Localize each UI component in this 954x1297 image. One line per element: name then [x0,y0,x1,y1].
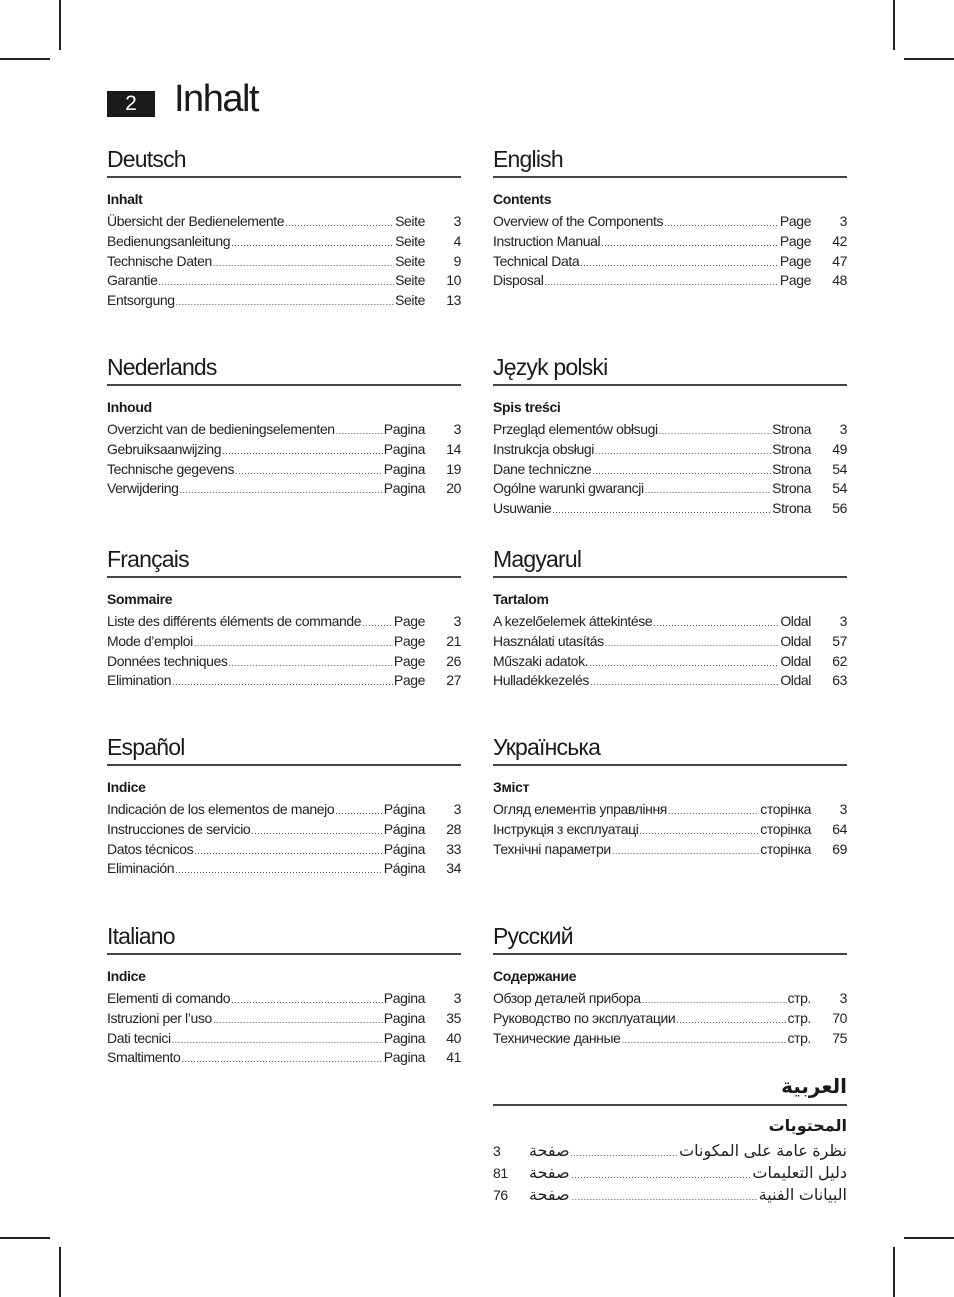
toc-entry-label: Bedienungsanleitung [107,232,231,249]
toc-entry-label: Overzicht van de bedieningselementen [107,421,335,437]
toc-entry-page: 62 [832,652,847,669]
toc-entry-unit: Strona [772,480,811,497]
crop-mark [0,58,50,60]
toc-entry-unit: стр. [787,1009,811,1026]
dot-leader [362,614,393,634]
toc-entry-page: 49 [832,440,847,457]
section-subtitle: Sommaire [107,591,173,607]
toc-entry-page: 33 [446,840,461,857]
toc-entry-unit: Seite [395,213,425,229]
dot-leader [172,1031,383,1051]
toc-entry-label: Datos técnicos [107,840,194,857]
toc-entry-label: Руководство по эксплуатации [493,1009,676,1026]
toc-list [493,420,847,519]
toc-entry-unit: Seite [395,232,425,249]
section-subtitle: Indice [107,779,146,795]
toc-entry-page: 34 [446,860,461,877]
toc-entry-label: Hulladékkezelés [493,672,589,689]
section-polski [493,348,847,519]
toc-entry-label: A kezelőelemek áttekintése [493,613,653,629]
dot-leader [336,422,383,442]
toc-entry-label: Disposal [493,272,544,289]
toc-entry [493,420,847,440]
toc-entry-unit: Page [779,232,811,249]
dot-leader [181,1050,382,1070]
toc-entry [107,440,461,460]
toc-entry-unit: Page [779,213,811,229]
toc-entry [107,252,461,272]
dot-leader [552,501,771,521]
toc-entry-unit: Pagina [383,990,425,1006]
toc-list [107,420,461,499]
toc-entry [107,420,461,440]
toc-entry-page: 3 [453,421,461,437]
toc-entry [493,840,847,860]
section-espanol [107,728,461,879]
toc-entry-label: Használati utasítás [493,632,604,649]
section-title: العربية [493,1068,847,1106]
toc-entry-unit: Pagina [383,480,425,497]
toc-entry-label: Instrucciones de servicio [107,820,251,837]
toc-entry-page: 76 [493,1187,508,1203]
toc-entry [107,1009,461,1029]
toc-entry-label: Technical Data [493,252,580,269]
toc-entry-label: Обзор деталей прибора [493,990,641,1006]
toc-entry [107,989,461,1009]
toc-entry-page: 48 [832,272,847,289]
toc-entry-label: Mode d’emploi [107,632,193,649]
dot-leader [668,802,759,822]
toc-entry [107,612,461,632]
toc-entry-page: 56 [832,500,847,517]
toc-entry-page: 70 [832,1009,847,1026]
toc-entry-unit: сторінка [760,801,811,817]
toc-entry-unit: Pagina [383,440,425,457]
dot-leader [612,842,759,862]
toc-entry-page: 3 [839,613,847,629]
dot-leader [653,614,779,634]
toc-entry-unit: сторінка [760,820,811,837]
toc-entry-page: 35 [446,1009,461,1026]
section-title: Русский [493,917,847,955]
toc-entry [107,212,461,232]
toc-list [107,212,461,311]
toc-entry [493,612,847,632]
dot-leader [571,1142,678,1164]
toc-entry [493,232,847,252]
toc-entry-label: Dati tecnici [107,1029,171,1046]
toc-entry-label: Istruzioni per l’uso [107,1009,212,1026]
toc-entry-label: Elementi di comando [107,990,231,1006]
toc-list [493,800,847,859]
toc-entry-page: 14 [446,440,461,457]
crop-mark [59,1247,61,1297]
dot-leader [590,673,779,693]
toc-entry-page: 69 [832,840,847,857]
section-subtitle: Содержание [493,968,577,984]
toc-entry [493,271,847,291]
toc-entry-page: 28 [446,820,461,837]
section-magyarul [493,540,847,691]
toc-entry [107,671,461,691]
toc-entry [493,1162,847,1184]
toc-entry-page: 26 [446,652,461,669]
toc-entry-page: 3 [493,1143,501,1159]
toc-entry-page: 64 [832,820,847,837]
section-title: Français [107,540,461,578]
dot-leader [159,273,395,293]
toc-entry-page: 27 [446,672,461,689]
section-title: Magyarul [493,540,847,578]
toc-entry-page: 54 [832,460,847,477]
toc-entry-page: 3 [453,613,461,629]
crop-mark [0,1237,50,1239]
dot-leader [545,273,779,293]
dot-leader [285,214,394,234]
section-subtitle: Indice [107,968,146,984]
toc-entry-label: Технические данные [493,1029,621,1046]
toc-entry [107,820,461,840]
section-italiano [107,917,461,1068]
toc-entry-page: 63 [832,672,847,689]
toc-entry [107,1048,461,1068]
toc-entry-unit: Page [393,652,425,669]
toc-entry-label: Інструкція з експлуатаці [493,820,639,837]
toc-entry [493,820,847,840]
toc-entry-label: Smaltimento [107,1049,181,1066]
toc-entry [493,1009,847,1029]
toc-entry-unit: Page [393,613,425,629]
section-francais [107,540,461,691]
toc-entry-unit: стр. [787,1029,811,1046]
toc-entry [107,800,461,820]
crop-mark [904,58,954,60]
toc-entry-page: 4 [453,232,461,249]
dot-leader [664,214,779,234]
dot-leader [213,254,394,274]
toc-entry-unit: Page [393,632,425,649]
toc-entry-unit: Página [383,840,425,857]
dot-leader [639,822,759,842]
dot-leader [659,422,771,442]
dot-leader [194,842,383,862]
toc-entry-unit: صفحة [529,1165,570,1182]
section-nederlands [107,348,461,499]
dot-leader [235,462,383,482]
toc-entry-label: Liste des différents éléments de commande [107,613,362,629]
dot-leader [580,254,779,274]
toc-entry-unit: Seite [395,252,425,269]
dot-leader [676,1011,786,1031]
page-number-badge: 2 [107,91,155,117]
toc-entry [493,212,847,232]
section-subtitle: Tartalom [493,591,549,607]
toc-entry-page: 81 [493,1165,508,1181]
toc-entry-page: 3 [839,421,847,437]
toc-entry [493,1184,847,1206]
dot-leader [595,442,771,462]
dot-leader [335,802,383,822]
dot-leader [176,293,394,313]
toc-entry [107,291,461,311]
toc-entry-label: Données techniques [107,652,228,669]
toc-entry-label: دليل التعليمات [752,1165,847,1182]
section-subtitle: Spis treści [493,399,561,415]
toc-entry [493,460,847,480]
section-title: Italiano [107,917,461,955]
toc-entry [107,1029,461,1049]
section-title: Nederlands [107,348,461,386]
dot-leader [175,861,383,881]
section-title: Język polski [493,348,847,386]
section-deutsch [107,140,461,311]
toc-entry-unit: Pagina [383,1029,425,1046]
section-subtitle: Inhoud [107,399,152,415]
toc-entry-label: Eliminación [107,860,175,877]
toc-entry-unit: Strona [772,460,811,477]
section-title: English [493,140,847,178]
toc-entry-unit: Página [383,801,425,817]
toc-entry [493,800,847,820]
dot-leader [172,673,393,693]
toc-list [493,212,847,291]
toc-entry-page: 3 [453,990,461,1006]
toc-entry-label: Műszaki adatok. [493,652,589,669]
toc-entry-page: 20 [446,480,461,497]
toc-entry-page: 13 [446,292,461,309]
crop-mark [893,0,895,50]
toc-entry-label: Elimination [107,672,172,689]
dot-leader [179,481,382,501]
toc-entry-page: 3 [839,213,847,229]
toc-list [107,989,461,1068]
toc-entry-page: 3 [453,801,461,817]
section-title: Español [107,728,461,766]
toc-entry-unit: صفحة [529,1187,570,1204]
section-subtitle: Зміст [493,779,530,795]
toc-entry-unit: Oldal [780,632,811,649]
toc-entry-page: 10 [446,272,461,289]
section-subtitle: Inhalt [107,191,143,207]
toc-entry-page: 3 [453,213,461,229]
dot-leader [228,654,392,674]
toc-entry-page: 41 [446,1049,461,1066]
dot-leader [231,991,383,1011]
page-title: Inhalt [174,78,258,120]
toc-entry [107,460,461,480]
toc-entry-unit: صفحة [529,1143,570,1160]
toc-entry-label: Przegląd elementów obłsugi [493,421,658,437]
toc-entry-page: 75 [832,1029,847,1046]
dot-leader [213,1011,383,1031]
toc-entry-unit: Seite [395,292,425,309]
dot-leader [231,234,394,254]
toc-entry-unit: Page [779,252,811,269]
section-ukrainska [493,728,847,859]
toc-entry-label: Dane techniczne [493,460,592,477]
crop-mark [893,1247,895,1297]
toc-entry-unit: Pagina [383,1049,425,1066]
toc-entry-label: Garantie [107,272,158,289]
dot-leader [601,234,779,254]
toc-entry-unit: Page [393,672,425,689]
dot-leader [605,634,780,654]
toc-list [107,800,461,879]
section-arabic [493,1068,847,1206]
toc-entry-page: 40 [446,1029,461,1046]
toc-entry-label: Entsorgung [107,292,175,309]
crop-mark [59,0,61,50]
toc-entry [493,671,847,691]
toc-entry-page: 42 [832,232,847,249]
toc-entry [493,1140,847,1162]
toc-entry-page: 21 [446,632,461,649]
toc-entry-page: 3 [839,801,847,817]
toc-entry-label: Instrukcja obsługi [493,440,594,457]
toc-entry [493,989,847,1009]
toc-entry-label: Technische Daten [107,252,212,269]
toc-entry-label: Usuwanie [493,500,552,517]
section-title: Українська [493,728,847,766]
toc-entry-unit: Page [779,272,811,289]
dot-leader [571,1164,752,1186]
dot-leader [589,654,779,674]
toc-entry-page: 9 [453,252,461,269]
toc-entry [107,632,461,652]
toc-entry-unit: Strona [772,500,811,517]
section-title: Deutsch [107,140,461,178]
toc-list [493,612,847,691]
toc-entry [493,440,847,460]
toc-entry [107,232,461,252]
toc-entry-label: Technische gegevens [107,460,235,477]
toc-entry [493,479,847,499]
dot-leader [571,1186,758,1208]
toc-entry-page: 47 [832,252,847,269]
toc-entry-unit: Oldal [780,652,811,669]
toc-entry-page: 57 [832,632,847,649]
toc-entry-label: Технічні параметри [493,840,611,857]
toc-entry-unit: Strona [772,421,811,437]
toc-entry [107,840,461,860]
toc-entry [107,271,461,291]
toc-entry-label: Verwijdering [107,480,179,497]
toc-entry-label: Огляд елементів управління [493,801,667,817]
toc-entry-page: 3 [839,990,847,1006]
toc-entry-label: البيانات الفنية [758,1187,847,1204]
toc-entry-label: Instruction Manual [493,232,601,249]
toc-entry-unit: Strona [772,440,811,457]
toc-entry-unit: Página [383,860,425,877]
toc-list [107,612,461,691]
toc-entry-unit: Oldal [780,613,811,629]
section-subtitle: Contents [493,191,552,207]
dot-leader [222,442,383,462]
toc-entry [107,652,461,672]
toc-entry-unit: сторінка [760,840,811,857]
toc-entry-page: 19 [446,460,461,477]
toc-list [493,989,847,1048]
toc-entry-unit: Página [383,820,425,837]
toc-entry-unit: Pagina [383,460,425,477]
toc-entry-label: Ogólne warunki gwarancji [493,480,644,497]
toc-entry [107,859,461,879]
toc-entry-label: Overview of the Components [493,213,664,229]
toc-entry-label: Gebruiksaanwijzing [107,440,222,457]
toc-entry [493,1029,847,1049]
toc-entry-page: 54 [832,480,847,497]
toc-entry-unit: Oldal [780,672,811,689]
toc-entry [107,479,461,499]
dot-leader [645,481,771,501]
toc-entry [493,252,847,272]
dot-leader [622,1031,787,1051]
toc-entry-unit: Pagina [383,1009,425,1026]
toc-entry-label: Übersicht der Bedienelemente [107,213,285,229]
section-english [493,140,847,291]
section-subtitle: المحتويات [768,1118,847,1135]
section-russkiy [493,917,847,1048]
toc-entry [493,652,847,672]
crop-mark [904,1237,954,1239]
dot-leader [251,822,383,842]
toc-entry-unit: стр. [787,990,811,1006]
toc-entry-unit: Pagina [383,421,425,437]
toc-entry-label: نظرة عامة على المكونات [679,1143,847,1160]
toc-entry-unit: Seite [395,272,425,289]
toc-entry [493,499,847,519]
toc-entry [493,632,847,652]
toc-entry-label: Indicación de los elementos de manejo [107,801,335,817]
toc-list [493,1140,847,1206]
